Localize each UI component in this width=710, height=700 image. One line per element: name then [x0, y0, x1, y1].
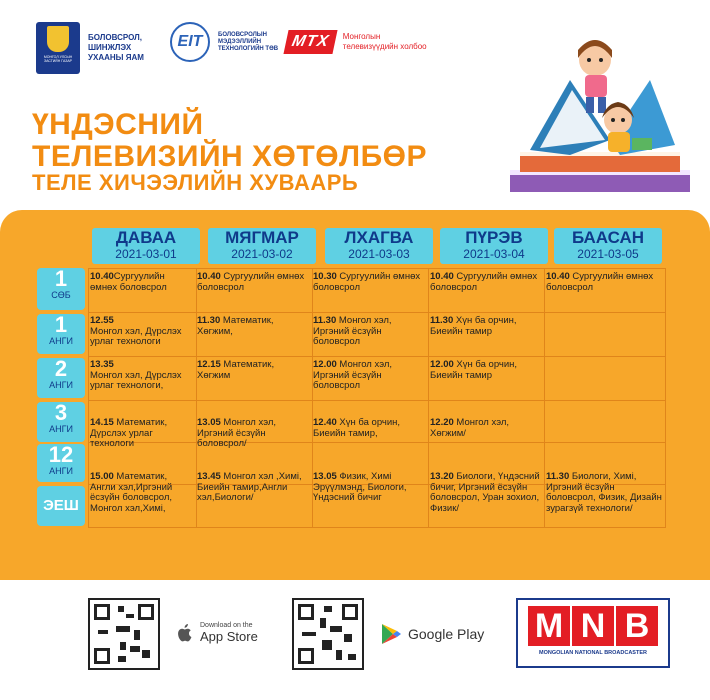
table-cell: 14.15 Математик, Дүрслэх урлаг технологи [90, 417, 168, 449]
title-line-1: ҮНДЭСНИЙ [32, 108, 204, 141]
day-header-friday [554, 228, 662, 264]
table-cell: 10.40 Сургуулийн өмнөх боловсрол [430, 271, 538, 293]
grade-label: АНГИ [49, 380, 73, 390]
kids-reading-illustration [500, 20, 710, 220]
table-cell: 12.55 Монгол хэл, Дүрслэх урлаг технологи [90, 315, 182, 347]
ministry-name: БОЛОВСРОЛ, ШИНЖЛЭХ УХААНЫ ЯАМ [88, 33, 144, 62]
table-cell: 12.00 Хүн ба орчин, Биеийн тамир [430, 359, 518, 381]
grade-number: 1 [54, 312, 68, 337]
table-cell: 12.20 Монгол хэл, Хөгжим/ [430, 417, 510, 439]
table-cell: 13.05 Физик, Химi Эрүүлмэнд, Биологи, Үндэсний бичиг [313, 471, 407, 503]
title-line-3: ТЕЛЕ ХИЧЭЭЛИЙН ХУВААРЬ [32, 170, 359, 195]
day-date: 2021-03-03 [348, 247, 410, 261]
table-cell: 13.35 Монгол хэл, Дүрслэх урлаг технологи, [90, 359, 182, 391]
grade-badge-2 [37, 358, 85, 398]
table-cell: 11.30 Математик, Хөгжим, [197, 315, 274, 337]
qr-code-google-play[interactable] [292, 598, 364, 670]
grade-badge-3 [37, 402, 85, 442]
mtx-logo [286, 30, 433, 54]
day-name: БААСАН [571, 228, 645, 247]
day-header-thursday [440, 228, 548, 264]
table-cell: 12.15 Математик, Хөгжим [197, 359, 275, 381]
app-store-label: App Store [200, 629, 258, 644]
grade-badge-exam [37, 486, 85, 526]
table-cell: 10.40 Сургуулийн өмнөх боловсрол [197, 271, 305, 293]
eit-mark: EIT [170, 22, 210, 62]
grade-number: ЭЕШ [43, 497, 79, 514]
google-play-label: Google Play [408, 626, 485, 642]
day-header-wednesday [325, 228, 433, 264]
title-line-2: ТЕЛЕВИЗИЙН ХӨТӨЛБӨР [32, 140, 428, 173]
grade-label: АНГИ [49, 336, 73, 346]
ministry-logo [36, 22, 168, 74]
table-cell: 12.40 Хүн ба орчин, Биеийн тамир, [313, 417, 401, 439]
day-name: МЯГМАР [225, 228, 299, 247]
eit-logo [170, 22, 288, 62]
day-header-monday [92, 228, 200, 264]
day-date: 2021-03-01 [115, 247, 177, 261]
mnb-letter: N [572, 606, 614, 646]
grade-label: АНГИ [49, 466, 73, 476]
table-cell: 12.00 Монгол хэл, Иргэний ёсзүйн боловсрол [313, 359, 393, 391]
grade-number: 3 [54, 400, 68, 425]
qr-code-app-store[interactable] [88, 598, 160, 670]
google-play-badge[interactable] [380, 622, 484, 646]
table-cell: 13.45 Монгол хэл ,Химi, Биеийн тамир,Англи хэл,Биологи/ [197, 471, 302, 503]
day-name: ДАВАА [115, 228, 177, 247]
eit-name: БОЛОВСРОЛЫН МЭДЭЭЛЛИЙН ТЕХНОЛОГИЙН ТӨВ [218, 31, 279, 52]
google-play-icon [380, 622, 402, 646]
emblem-icon: МОНГОЛ УЛСЫН ЗАСГИЙН ГАЗАР [36, 22, 80, 74]
mnb-letter: B [616, 606, 658, 646]
apple-icon [176, 622, 194, 644]
day-date: 2021-03-02 [231, 247, 293, 261]
grade-number: 2 [54, 356, 68, 381]
table-cell: 11.30 Хүн ба орчин, Биеийн тамир [430, 315, 517, 337]
grade-badge-preschool [37, 268, 85, 310]
grade-label: АНГИ [49, 424, 73, 434]
day-date: 2021-03-04 [463, 247, 525, 261]
table-cell: 11.30 Монгол хэл, Иргэний ёсзүйн боловсрол [313, 315, 392, 347]
table-cell: 10.40 Сургуулийн өмнөх боловсрол [546, 271, 654, 293]
grade-badge-12 [37, 444, 85, 482]
day-date: 2021-03-05 [577, 247, 639, 261]
app-store-small-label: Download on the [200, 622, 253, 629]
mnb-letter: M [528, 606, 570, 646]
grade-badge-1 [37, 314, 85, 354]
grade-number: 12 [48, 442, 74, 467]
day-name: ЛХАГВА [344, 228, 414, 247]
day-header-tuesday [208, 228, 316, 264]
table-cell: 11.30 Биологи, Химi, Иргэний ёсзүйн боловсрол, Физик, Дизайн зурагзүй технологи/ [546, 471, 662, 514]
table-cell: 13.20 Биологи, Үндэсний бичиг, Иргэний ёсзүйн боловсрол, Уран зохиол, Физик/ [430, 471, 540, 514]
mnb-caption: MONGOLIAN NATIONAL BROADCASTER [539, 650, 647, 656]
table-cell: 10.30 Сургуулийн өмнөх боловсрол [313, 271, 421, 293]
app-store-badge[interactable] [176, 622, 258, 644]
mnb-logo [516, 598, 670, 668]
table-cell: 15.00 Математик, Англи хэл,Иргэний ёсзүйн боловсрол, Монгол хэл,Химi, [90, 471, 173, 514]
table-cell: 10.40Сургуулийн өмнөх боловсрол [90, 271, 167, 293]
table-cell: 13.05 Монгол хэл, Иргэний ёсзүйн боловсрол/ [197, 417, 277, 449]
mtx-name: Монголын телевизүүдийн холбоо [342, 32, 427, 51]
mtx-mark: МТХ [283, 30, 337, 54]
grade-number: 1 [54, 266, 68, 291]
day-name: ПҮРЭВ [465, 228, 523, 247]
grade-label: СӨБ [51, 290, 71, 300]
